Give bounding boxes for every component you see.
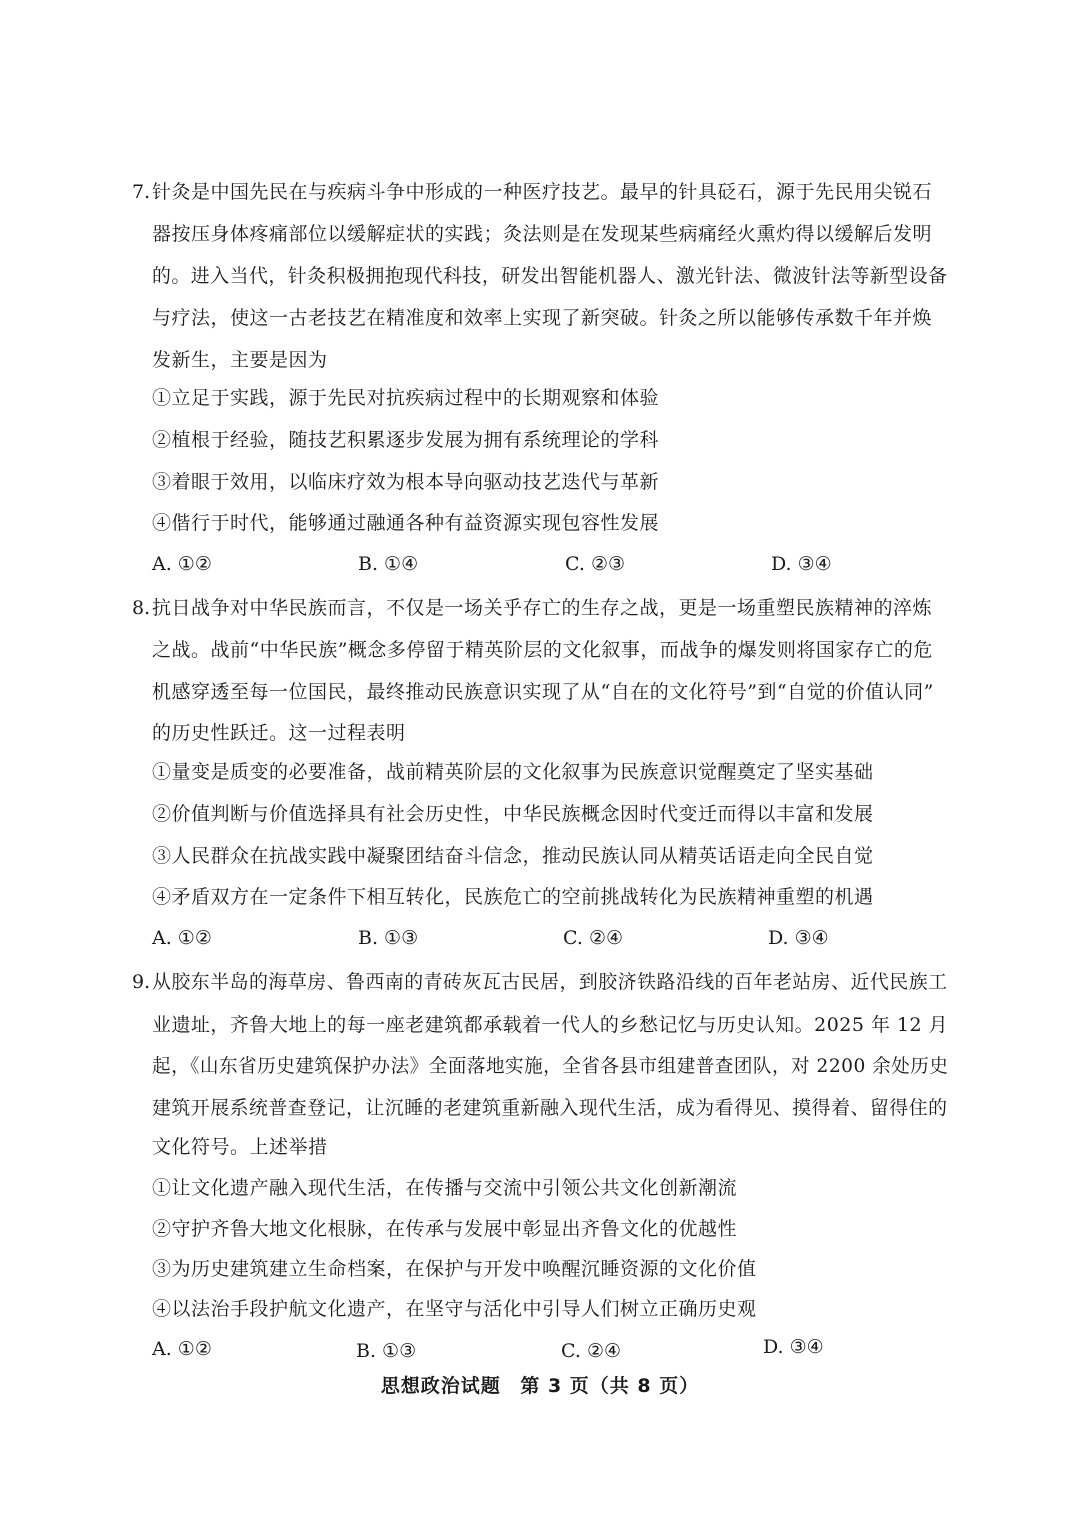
question-8-choice-d: D. ③④ [768, 927, 829, 949]
question-8-choice-c: C. ②④ [563, 927, 624, 949]
question-9-option-3: ③为历史建筑建立生命档案，在保护与开发中唤醒沉睡资源的文化价值 [152, 1258, 757, 1280]
question-9-number: 9. [132, 971, 151, 993]
question-9-choice-c: C. ②④ [561, 1340, 622, 1362]
question-7-line: 器按压身体疼痛部位以缓解症状的实践；灸法则是在发现某些病痛经火熏灼得以缓解后发明 [152, 223, 933, 245]
question-7-choice-d: D. ③④ [771, 553, 832, 575]
question-9-choice-a: A. ①② [152, 1338, 212, 1360]
question-9-option-4: ④以法治手段护航文化遗产，在坚守与活化中引导人们树立正确历史观 [152, 1298, 757, 1320]
question-8-choice-b: B. ①③ [358, 927, 419, 949]
question-9-option-2: ②守护齐鲁大地文化根脉，在传承与发展中彰显出齐鲁文化的优越性 [152, 1218, 738, 1240]
footer-subject: 思想政治试题 [380, 1375, 501, 1397]
question-9-line: 文化符号。上述举措 [152, 1136, 328, 1158]
question-7-line: 与疗法，使这一古老技艺在精准度和效率上实现了新突破。针灸之所以能够传承数千年并焕 [152, 307, 933, 329]
footer-page-number: 第 3 页（共 8 页） [520, 1375, 700, 1397]
question-8-choice-a: A. ①② [152, 927, 212, 949]
question-7-line: 发新生，主要是因为 [152, 349, 328, 371]
question-9-choice-b: B. ①③ [356, 1340, 417, 1362]
question-7-option-1: ①立足于实践，源于先民对抗疾病过程中的长期观察和体验 [152, 387, 660, 409]
question-8-line: 抗日战争对中华民族而言，不仅是一场关乎存亡的生存之战，更是一场重塑民族精神的淬炼 [152, 597, 933, 619]
question-7-choice-b: B. ①④ [358, 553, 419, 575]
question-7-option-3: ③着眼于效用，以临床疗效为根本导向驱动技艺迭代与革新 [152, 471, 660, 493]
question-7-number: 7. [132, 181, 151, 203]
question-7-line: 的。进入当代，针灸积极拥抱现代科技，研发出智能机器人、激光针法、微波针法等新型设备 [152, 265, 948, 287]
question-7-option-4: ④偕行于时代，能够通过融通各种有益资源实现包容性发展 [152, 512, 660, 534]
question-8-line: 之战。战前“中华民族”概念多停留于精英阶层的文化叙事，而战争的爆发则将国家存亡的危 [152, 639, 933, 661]
question-7-choice-a: A. ①② [152, 553, 212, 575]
question-7-choice-c: C. ②③ [565, 553, 626, 575]
question-8-line: 机感穿透至每一位国民，最终推动民族意识实现了从“自在的文化符号”到“自觉的价值认同” [152, 681, 934, 703]
question-7-option-2: ②植根于经验，随技艺积累逐步发展为拥有系统理论的学科 [152, 429, 660, 451]
question-9-line: 建筑开展系统普查登记，让沉睡的老建筑重新融入现代生活，成为看得见、摸得着、留得住的 [152, 1097, 948, 1119]
question-9-option-1: ①让文化遗产融入现代生活，在传播与交流中引领公共文化创新潮流 [152, 1177, 738, 1199]
question-8-option-1: ①量变是质变的必要准备，战前精英阶层的文化叙事为民族意识觉醒奠定了坚实基础 [152, 761, 874, 783]
question-8-option-2: ②价值判断与价值选择具有社会历史性，中华民族概念因时代变迁而得以丰富和发展 [152, 803, 874, 825]
page-footer [0, 1371, 1080, 1398]
question-8-option-4: ④矛盾双方在一定条件下相互转化，民族危亡的空前挑战转化为民族精神重塑的机遇 [152, 886, 874, 908]
question-8-option-3: ③人民群众在抗战实践中凝聚团结奋斗信念，推动民族认同从精英话语走向全民自觉 [152, 845, 874, 867]
question-7-line: 针灸是中国先民在与疾病斗争中形成的一种医疗技艺。最早的针具砭石，源于先民用尖锐石 [152, 181, 933, 203]
question-9-choice-d: D. ③④ [763, 1336, 824, 1358]
question-8-line: 的历史性跃迁。这一过程表明 [152, 722, 406, 744]
question-9-line: 起，《山东省历史建筑保护办法》全面落地实施，全省各县市组建普查团队，对 2200 余处历史 [152, 1055, 949, 1077]
question-9-line: 从胶东半岛的海草房、鲁西南的青砖灰瓦古民居，到胶济铁路沿线的百年老站房、近代民族工 [152, 971, 948, 993]
question-8-number: 8. [132, 597, 151, 619]
question-9-line: 业遗址，齐鲁大地上的每一座老建筑都承载着一代人的乡愁记忆与历史认知。2025 年 12 月 [152, 1014, 949, 1036]
